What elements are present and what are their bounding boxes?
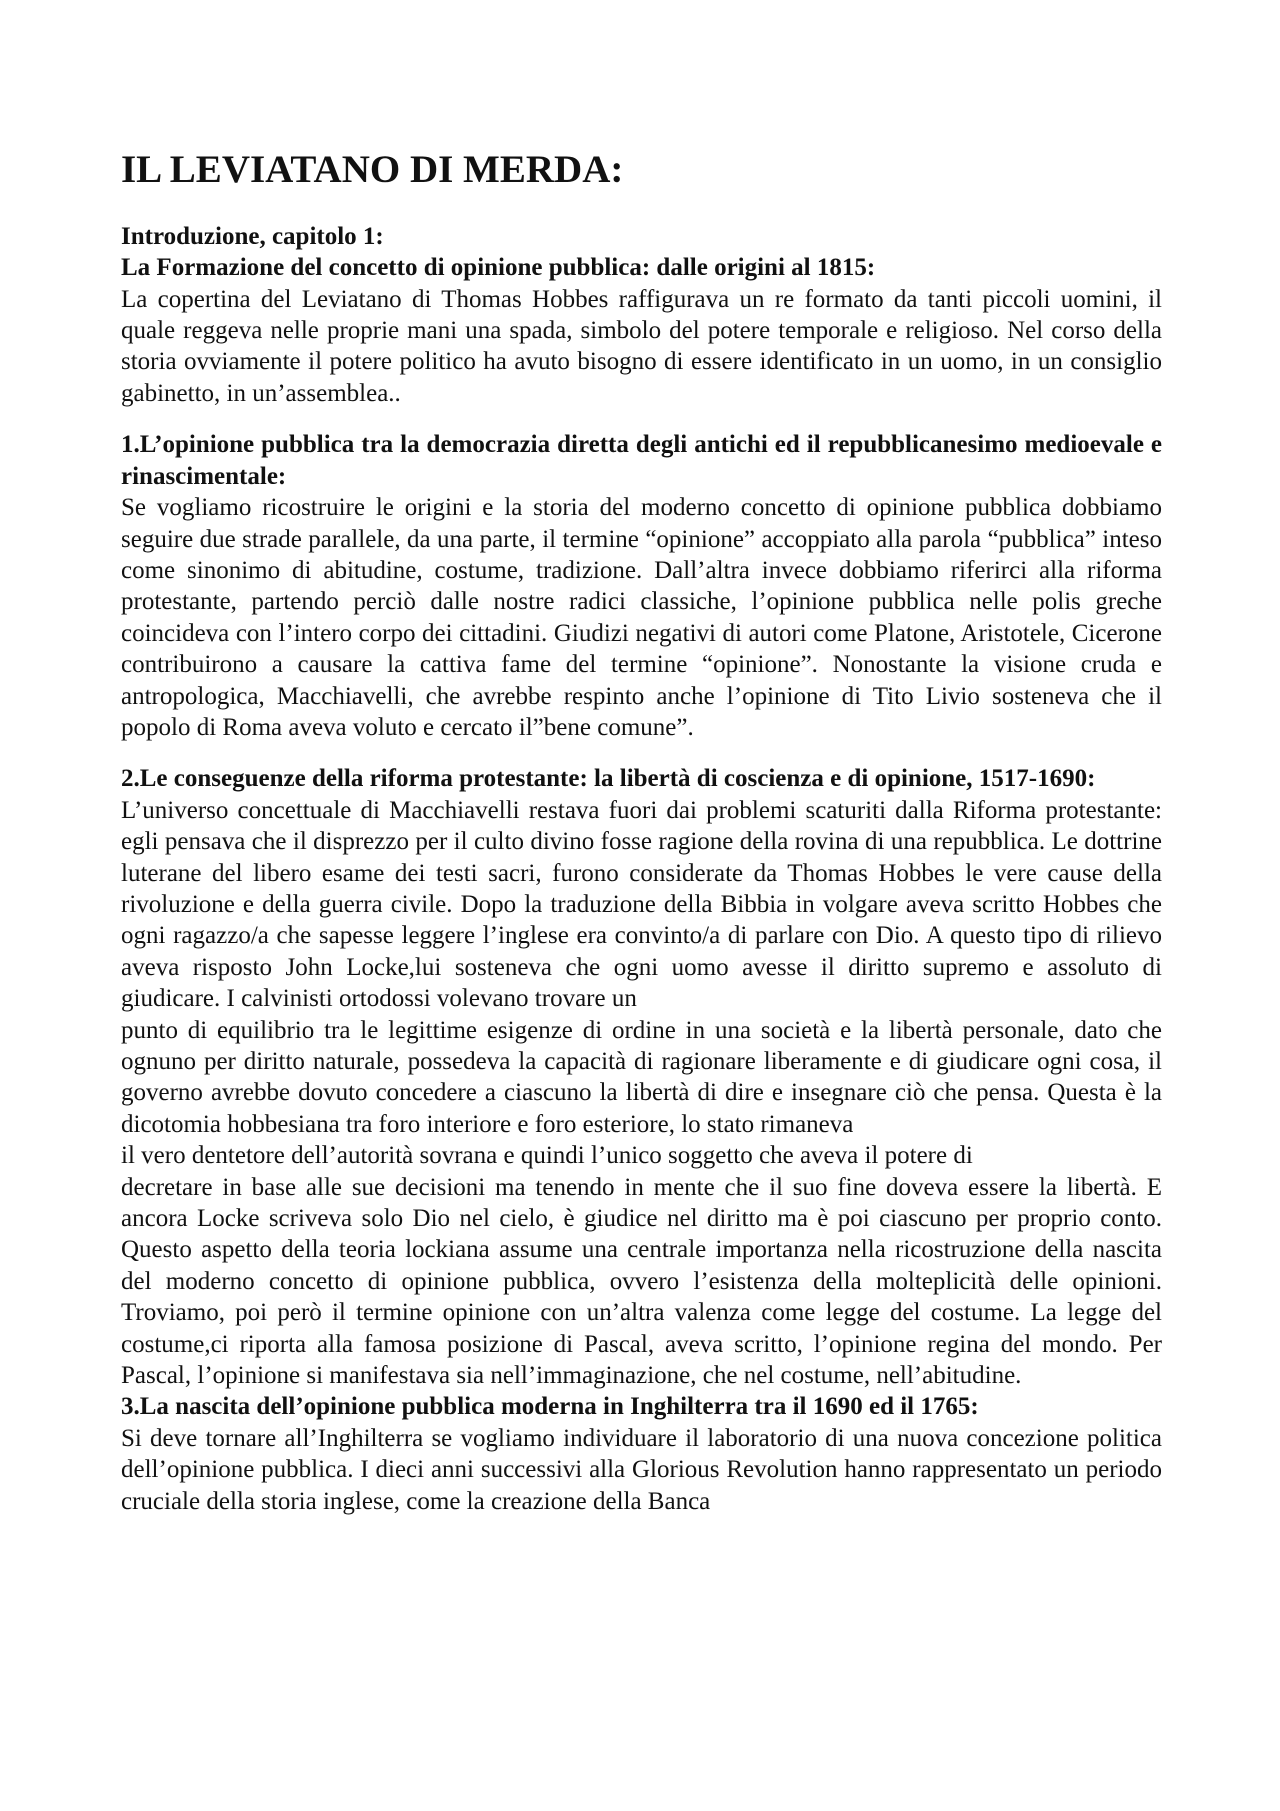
section-3-heading: 3.La nascita dell’opinione pubblica moderna in Inghilterra tra il 1690 ed il 1765:: [121, 1393, 979, 1421]
section-2-paragraph-2: punto di equilibrio tra le legittime esigenze di ordine in una società e la libertà personale, dato che ognuno per diritto naturale, possedeva la capacità di ragionare liberamente e di giudicare ogni cosa, il governo avrebbe dovuto concedere a ciascuno la libertà di dire e insegnare ciò che pensa. Questa è la dicotomia hobbesiana tra foro interiore e foro esteriore, lo stato rimaneva: [121, 1016, 1162, 1138]
section-2-paragraph-3: il vero dentetore dell’autorità sovrana e quindi l’unico soggetto che aveva il potere di: [121, 1142, 973, 1170]
document-title: IL LEVIATANO DI MERDA:: [121, 148, 624, 191]
section-1-paragraph: Se vogliamo ricostruire le origini e la storia del moderno concetto di opinione pubblica dobbiamo seguire due strade parallele, da una parte, il termine “opinione” accoppiato alla parola “pubblica” inteso come sinonimo di abitudine, costume, tradizione. Dall’altra invece dobbiamo riferirci alla riforma protestante, partendo perciò dalle nostre radici classiche, l’opinione pubblica nelle polis greche coincideva con l’intero corpo dei cittadini. Giudizi negativi di autori come Platone, Aristotele, Cicerone contribuirono a causare la cattiva fame del termine “opinione”. Nonostante la visione cruda e antropologica, Macchiavelli, che avrebbe respinto anche l’opinione di Tito Livio sosteneva che il popolo di Roma aveva voluto e cercato il”bene comune”.: [121, 494, 1162, 741]
section-3-paragraph: Si deve tornare all’Inghilterra se vogliamo individuare il laboratorio di una nuova concezione politica dell’opinione pubblica. I dieci anni successivi alla Glorious Revolution hanno rappresentato un periodo cruciale della storia inglese, come la creazione della Banca: [121, 1424, 1162, 1515]
intro-heading: Introduzione, capitolo 1:: [121, 222, 384, 250]
section-2-paragraph-4: decretare in base alle sue decisioni ma tenendo in mente che il suo fine doveva essere la libertà. E ancora Locke scriveva solo Dio nel cielo, è giudice nel diritto ma è poi ciascuno per proprio conto. Questo aspetto della teoria lockiana assume una centrale importanza nella ricostruzione della nascita del moderno concetto di opinione pubblica, ovvero l’esistenza della molteplicità delle opinioni. Troviamo, poi però il termine opinione con un’altra valenza come legge del costume. La legge del costume,ci riporta alla famosa posizione di Pascal, aveva scritto, l’opinione regina del mondo. Per Pascal, l’opinione si manifestava sia nell’immaginazione, che nel costume, nell’abitudine.: [121, 1173, 1162, 1390]
spacer: [121, 409, 1162, 429]
document-page: [121, 148, 1162, 1517]
section-2-paragraph-1: L’universo concettuale di Macchiavelli restava fuori dai problemi scaturiti dalla Riforma protestante: egli pensava che il disprezzo per il culto divino fosse ragione della rovina di una repubblica. Le dottrine luterane del libero esame dei testi sacri, furono considerate da Thomas Hobbes le vere cause della rivoluzione e della guerra civile. Dopo la traduzione della Bibbia in volgare aveva scritto Hobbes che ogni ragazzo/a che sapesse leggere l’inglese era convinto/a di parlare con Dio. A questo tipo di rilievo aveva risposto John Locke,lui sosteneva che ogni uomo avesse il diritto supremo e assoluto di giudicare. I calvinisti ortodossi volevano trovare un: [121, 796, 1162, 1013]
spacer: [121, 743, 1162, 763]
section-1-heading: 1.L’opinione pubblica tra la democrazia diretta degli antichi ed il repubblicanesimo medioevale e rinascimentale:: [121, 431, 1162, 490]
intro-subheading: La Formazione del concetto di opinione pubblica: dalle origini al 1815:: [121, 254, 876, 282]
section-2-heading: 2.Le conseguenze della riforma protestante: la libertà di coscienza e di opinione, 1517-1690:: [121, 765, 1096, 793]
intro-paragraph: La copertina del Leviatano di Thomas Hobbes raffigurava un re formato da tanti piccoli uomini, il quale reggeva nelle proprie mani una spada, simbolo del potere temporale e religioso. Nel corso della storia ovviamente il potere politico ha avuto bisogno di essere identificato in un uomo, in un consiglio gabinetto, in un’assemblea..: [121, 285, 1162, 407]
